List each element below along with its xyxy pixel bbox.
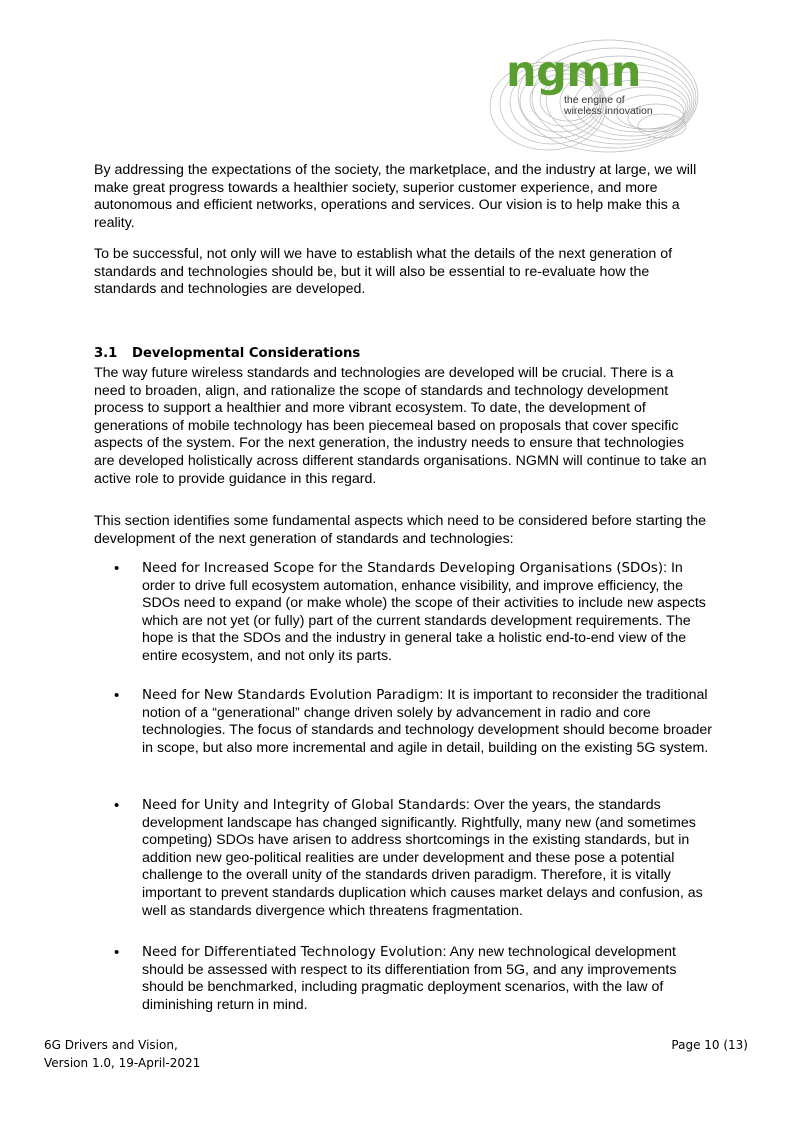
section-heading bbox=[94, 345, 360, 362]
footer-doc-title: 6G Drivers and Vision, bbox=[44, 1038, 178, 1052]
bullet-icon: • bbox=[114, 560, 120, 577]
list-item-body bbox=[142, 687, 712, 757]
footer-version: Version 1.0, 19-April-2021 bbox=[44, 1056, 201, 1070]
ngmn-logo bbox=[488, 34, 704, 158]
section-paragraph-1: The way future wireless standards and technologies are developed will be crucial. There is a need to broaden, align, and rationalize the scope of standards and technology development process to support a healthier and more vibrant ecosystem. To date, the development of generations of mobile technology has been piecemeal based on proposals that cover specific aspects of the system. For the next generation, the industry needs to ensure that technologies are developed holistically across different standards organisations. NGMN will continue to take an active role to provide guidance in this regard. bbox=[94, 365, 707, 487]
list-item-title: Need for Increased Scope for the Standards Developing Organisations (SDOs) bbox=[142, 561, 664, 576]
section-paragraph-2: This section identifies some fundamental aspects which need to be considered before starting the development of the next generation of standards and technologies: bbox=[94, 513, 706, 547]
footer-page-number: Page 10 (13) bbox=[671, 1038, 748, 1052]
list-item-title: Need for New Standards Evolution Paradigm bbox=[142, 688, 440, 703]
intro-paragraph-2: To be successful, not only will we have to establish what the details of the next generation of standards and technologies should be, but it will also be essential to re-evaluate how the standards and technologies are developed. bbox=[94, 246, 673, 298]
logo-tagline bbox=[564, 95, 653, 117]
list-item-text: : Over the years, the standards development landscape has changed significantly. Rightfully, many new (and sometimes competing) SDOs have arisen to address shortcomings in the existing standards, but in addition new geo-political realities are under development and these pose a potential challenge to the overall unity of the standards driven paradigm. Therefore, it is vitally important to prevent standards duplication which causes market delays and confusion, as well as standards divergence which threatens fragmentation. bbox=[142, 797, 703, 919]
footer-doc-info bbox=[44, 1036, 200, 1072]
list-item-title: Need for Unity and Integrity of Global Standards bbox=[142, 798, 466, 813]
list-item-body bbox=[142, 560, 712, 666]
list-item-title: Need for Differentiated Technology Evolution bbox=[142, 945, 443, 960]
bullet-icon: • bbox=[114, 797, 120, 814]
list-item-body bbox=[142, 797, 712, 920]
list-item-text: : In order to drive full ecosystem automation, enhance visibility, and improve efficiency, the SDOs need to expand (or make whole) the scope of their activities to include new aspects which are not yet (or fully) part of the current standards development requirements. The hope is that the SDOs and the industry in general take a holistic end-to-end view of the entire ecosystem, and not only its parts. bbox=[142, 560, 706, 664]
section-number: 3.1 bbox=[94, 346, 118, 361]
logo-wordmark: ngmn bbox=[506, 47, 641, 97]
list-item-text: : It is important to reconsider the traditional notion of a “generational” change driven solely by advancement in radio and core technologies. The focus of standards and technology development should become broader in scope, but also more incremental and agile in detail, building on the existing 5G system. bbox=[142, 687, 712, 756]
intro-paragraph-1: By addressing the expectations of the society, the marketplace, and the industry at large, we will make great progress towards a healthier society, superior customer experience, and more autonomous and efficient networks, operations and services. Our vision is to help make this a reality. bbox=[94, 162, 697, 231]
section-title: Developmental Considerations bbox=[132, 346, 361, 361]
list-item-body bbox=[142, 944, 712, 1014]
logo-tagline-line1: the engine of bbox=[564, 94, 625, 106]
bullet-icon: • bbox=[114, 944, 120, 961]
list-item-text: : Any new technological development should be assessed with respect to its differentiation from 5G, and any improvements should be benchmarked, including pragmatic deployment scenarios, with the law of diminishing return in mind. bbox=[142, 944, 677, 1013]
logo-tagline-line2: wireless innovation bbox=[564, 105, 653, 117]
bullet-icon: • bbox=[114, 687, 120, 704]
